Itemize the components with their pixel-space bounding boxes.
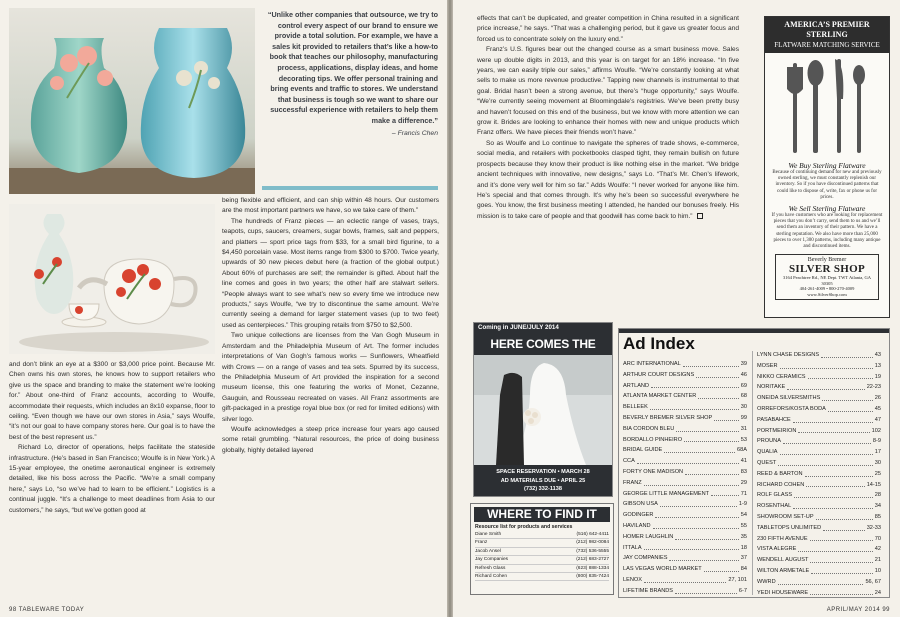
advertiser-name: TABLETOPS UNLIMITED	[757, 524, 822, 531]
advertiser-name: ARTHUR COURT DESIGNS	[623, 371, 695, 378]
leader-dots	[650, 402, 739, 410]
brand-name: Beverly Bremer	[807, 257, 847, 264]
ad-index	[618, 328, 890, 598]
bride-ad-kicker: Coming in JUNE/JULY 2014	[474, 323, 612, 333]
advertiser-page: 70	[874, 535, 881, 542]
ad-index-entry	[623, 359, 747, 370]
leader-dots	[685, 467, 739, 475]
advertiser-page: 29	[740, 479, 747, 486]
advertiser-name: LAS VEGAS WORLD MARKET	[623, 566, 702, 573]
advertiser-name: LENOX	[623, 576, 642, 583]
resource-name: Richard Cohen	[475, 574, 507, 580]
advertiser-page: 69	[740, 382, 747, 389]
advertiser-page: 83	[740, 468, 747, 475]
ad-index-entry	[757, 523, 881, 534]
pull-quote-rule	[262, 186, 438, 190]
advertiser-name: RICHARD COHEN	[757, 481, 805, 488]
ad-index-entry	[757, 447, 881, 458]
bride-ad-phone: (732) 332-1138	[524, 486, 562, 492]
ad-index-entry	[623, 424, 747, 435]
ad-index-entry	[623, 543, 747, 554]
advertiser-name: GIBSON USA	[623, 501, 658, 508]
advertiser-page: 30	[740, 404, 747, 411]
leader-dots	[821, 350, 873, 358]
ad-index-entry	[757, 577, 881, 588]
leader-dots	[683, 359, 739, 367]
leader-dots	[787, 382, 865, 390]
paragraph: Woulfe acknowledges a steep price increase four years ago caused some retail grumbling. “Natural resources, the price of doing business globally, highly detailed layered	[222, 425, 439, 454]
ad-index-entry	[757, 534, 881, 545]
ad-index-entry	[623, 381, 747, 392]
advertiser-page: 25	[874, 470, 881, 477]
advertiser-name: BIA CORDON BLEU	[623, 425, 675, 432]
ad-index-column-2	[757, 350, 881, 598]
leader-dots	[704, 564, 739, 572]
leader-dots	[664, 445, 735, 453]
teaset-illustration	[9, 204, 215, 354]
ad-index-entry	[623, 564, 747, 575]
advertiser-page: 26	[874, 395, 881, 402]
ad-index-entry	[623, 413, 747, 424]
ad-index-entry	[623, 402, 747, 413]
brand-address: 3164 Peachtree Rd., NE Dept. TWT Atlanta, GA 30305	[783, 275, 871, 286]
leader-dots	[810, 555, 872, 563]
paragraph: being flexible and efficient, and can ship within 48 hours. Our customers are the most important partners we have, so we take care of them.”	[222, 197, 439, 215]
ad-index-entry	[623, 575, 747, 586]
ad-index-entry	[757, 469, 881, 480]
left-page	[0, 0, 447, 617]
paragraph-text: So as Woulfe and Lo continue to navigate the spheres of trade shows, e-commerce, social media, and retailers with pocketbooks clasped tight, they remain bullish on future prospects because they know their product is like nothing else in the market. “We bridge ancient techniques with innovative, new designs,” says Lo. “That’s Mr. Chen’s lifework, and it’s done very well for him so far.” Adds Woulfe: “I never worked for anyone like him. He’s special and that comes through. It’s why he’s been so successful everywhere he goes. You know, the first business meeting I attended, he handed our bonuses freely. His mission is to take care of people and that goodwill has come back to him.”	[477, 139, 739, 220]
advertiser-name: 230 FIFTH AVENUE	[757, 535, 808, 542]
resource-phone: (800) 835-7424	[576, 574, 609, 580]
resource-phone: (212) 683-2727	[576, 557, 609, 563]
silver-ad-header	[765, 17, 889, 53]
leader-dots	[806, 480, 864, 488]
leader-dots	[798, 544, 872, 552]
advertiser-name: ATLANTA MARKET CENTER	[623, 393, 697, 400]
pull-quote-text: “Unlike other companies that outsource, we try to control every aspect of our brand to ensure we provide a total solution. For example, we have a sales kit provided to retailers that’s like a how-to book that teaches our philosophy, manufacturing process, applications, display ideas, and home decorating tips. We offer personal training and bring events and traffic to stores. We understand that business is tough so we want to share our successful experience with retailers to help them make a difference.”	[267, 10, 438, 125]
advertiser-name: BORDALLO PINHEIRO	[623, 436, 683, 443]
ad-index-entry	[757, 544, 881, 555]
ad-index-entry	[757, 426, 881, 437]
end-mark-icon	[697, 213, 703, 219]
advertiser-page: 18	[740, 544, 747, 551]
ad-index-entry	[623, 489, 747, 500]
leader-dots	[675, 532, 738, 540]
resource-name: Jacob Ansel	[475, 548, 501, 554]
advertiser-name: CCA	[623, 458, 635, 465]
advertiser-page: 22-23	[866, 384, 881, 391]
leader-dots	[828, 404, 873, 412]
advertiser-name: ORREFORS/KOSTA BODA	[757, 405, 826, 412]
advertiser-page: 68	[740, 393, 747, 400]
paragraph: Franz’s U.S. figures bear out the changed course as a smart business move. Sales were up double digits in 2013, and this year is on target for an 18% increase. “In five years, we can easily triple our sales,” affirms Woulfe. “We’re constantly looking at what sells to make us more revenue productive.” Tapping new channels is instrumental to that goal. Bridal hasn’t been a strong avenue, but there’s “huge opportunity,” says Woulfe. “We’re currently seeing movement at Bloomingdale’s registries. We’ve been pretty busy and haven’t focused on this end of the business, but we know with more attention we can grow it. Brides are looking to enhance their homes with new and unique products which Franz offers. We have pieces their friends won’t have.”	[477, 46, 739, 137]
ad-index-top-bar	[619, 329, 889, 333]
leader-dots	[778, 577, 864, 585]
materials-due: AD MATERIALS DUE • APRIL 25	[500, 477, 586, 484]
leader-dots	[684, 435, 739, 443]
leader-dots	[669, 553, 738, 561]
advertiser-page: 37	[740, 555, 747, 562]
ad-index-entry	[757, 382, 881, 393]
advertiser-name: FORTY ONE MADISON	[623, 468, 684, 475]
advertiser-name: LIFETIME BRANDS	[623, 587, 674, 594]
advertiser-name: WENDELL AUGUST	[757, 557, 809, 564]
ad-index-entry	[623, 586, 747, 597]
leader-dots	[793, 501, 873, 509]
advertiser-name: ARC INTERNATIONAL	[623, 361, 681, 367]
leader-dots	[655, 510, 738, 518]
advertiser-name: NIKKO CERAMICS	[757, 373, 806, 380]
ad-index-entry	[757, 404, 881, 415]
leader-dots	[676, 424, 738, 432]
ad-index-entry	[623, 370, 747, 381]
advertiser-page: 39	[740, 361, 747, 367]
advertiser-page: 85	[874, 513, 881, 520]
resource-phone: (623) 888-1334	[576, 565, 609, 571]
advertiser-page: 19	[874, 373, 881, 380]
advertiser-page: 42	[874, 546, 881, 553]
advertiser-name: WWRD	[757, 578, 776, 585]
leader-dots	[644, 543, 739, 551]
advertiser-page: 53	[740, 436, 747, 443]
leader-dots	[798, 426, 869, 434]
advertiser-page: 28	[874, 492, 881, 499]
where-to-find-it	[470, 503, 614, 595]
brand-website: www.SilverShop.com	[807, 291, 847, 297]
ad-index-entry	[623, 532, 747, 543]
advertiser-page: 27, 101	[728, 576, 747, 583]
space-reservation: SPACE RESERVATION • MARCH 28	[496, 469, 590, 475]
advertiser-page: 102	[871, 427, 881, 434]
advertiser-name: GEORGE LITTLE MANAGEMENT	[623, 490, 710, 497]
ad-index-entry	[623, 499, 747, 510]
advertiser-page: 54	[740, 512, 747, 519]
advertiser-name: JAY COMPANIES	[623, 555, 668, 562]
advertiser-name: BRIDAL GUIDE	[623, 447, 663, 454]
paragraph: Two unique collections are licenses from the Van Gogh Museum in Amsterdam and the Philadelphia Museum of Art. The former includes interpretations of Van Gogh’s famous works — Sunflowers, Wheatfield with Crows — on a range of vases and tea sets. Spurred by its success, the Philadelphia Museum of Art provided the inspiration for a second museum license, this one featuring the works of Monet, Cezanne, Gauguin, and Rousseau recreated on vases. All Franz assortments are gift-packaged in a prestige royal blue box (or red for limited editions) with silver logo.	[222, 332, 439, 423]
leader-dots	[644, 478, 739, 486]
paragraph: The hundreds of Franz pieces — an eclectic range of vases, trays, teapots, cups, saucers, creamers, sugar bowls, frames, salt and peppers, and platters — sport price tags from $33, for a small bird figurine, to a $4,450 porcelain vase. Most items range from $300 to $700. Twice yearly, upwards of 30 new pieces debut here (a fraction of the global output.) About 60% of purchases are self; the remainder is gifted. About half the line comes and goes in two years; the other half are stalwart sellers. “People always want to see what’s new so every time we introduce new products,” says Woulfe, “we try to discontinue the same amount. We’re currently seeing a demand for larger statement vases (up to two feet) used as centerpieces.” This grouping retails from $750 to $2,500.	[222, 217, 439, 329]
ad-index-entry	[623, 391, 747, 402]
advertiser-page: 45	[874, 405, 881, 412]
advertiser-page: 24	[874, 589, 881, 596]
ad-index-entry	[623, 456, 747, 467]
bride-issue-ad	[473, 322, 613, 497]
advertiser-page: 34	[874, 503, 881, 510]
advertiser-name: QUALIA	[757, 449, 778, 456]
advertiser-page: 46	[740, 371, 747, 378]
leader-dots	[644, 575, 726, 583]
resource-name: Diane Smith	[475, 532, 502, 537]
leader-dots	[660, 499, 737, 507]
advertiser-name: BELLEEK	[623, 404, 648, 411]
advertiser-name: PASABAHCE	[757, 416, 791, 423]
resource-phone: (212) 982-0084	[576, 540, 609, 546]
vases-photo	[9, 8, 255, 194]
leader-dots	[711, 489, 739, 497]
list-item	[475, 556, 609, 564]
list-item	[475, 539, 609, 547]
list-item	[475, 548, 609, 556]
advertiser-page: 41	[740, 458, 747, 465]
ad-index-entry	[757, 372, 881, 383]
advertiser-page: 55	[740, 522, 747, 529]
advertiser-name: HOMER LAUGHLIN	[623, 533, 674, 540]
silver-shop-ad	[764, 16, 890, 318]
ad-index-entry	[757, 436, 881, 447]
leader-dots	[793, 415, 873, 423]
advertiser-name: GODINGER	[623, 512, 654, 519]
leader-dots	[637, 456, 739, 464]
leader-dots	[698, 391, 738, 399]
pull-quote-attribution: – Francis Chen	[391, 129, 438, 137]
advertiser-name: ARTLAND	[623, 382, 650, 389]
where-title: WHERE TO FIND IT	[474, 507, 610, 522]
ad-index-entry	[757, 480, 881, 491]
ad-index-entry	[757, 512, 881, 523]
ad-index-column-1	[623, 359, 747, 597]
resource-name: Refresh Glass	[475, 565, 506, 571]
advertiser-name: NORITAKE	[757, 384, 786, 391]
advertiser-page: 17	[874, 449, 881, 456]
advertiser-page: 32-33	[866, 524, 881, 531]
folio-right: APRIL/MAY 2014 99	[826, 607, 890, 613]
paragraph: Richard Lo, director of operations, helps facilitate the stateside infrastructure. (He’s based in San Francisco; Woulfe is in New York.) A 15-year employee, the onetime aeronautical engineer is extremely detailed, like his boss across the Pacific. “We’re a small company here,” says Lo, “so we’ve had to learn to be efficient.” Logistics is a continual juggle. “It’s a challenge to meet deadlines from Asia to our customers,” he says, “but we’ve gotten good at	[9, 444, 215, 514]
list-item	[475, 565, 609, 573]
ad-index-entry	[757, 393, 881, 404]
sell-text: If you have customers who are looking for replacement pieces that you don’t carry, send them to us and we’ll send them an inventory of their pattern. We have a sterling reputation. We also have more than 25,000 pieces to over 1,300 patterns, including many antique and discontinued items.	[771, 213, 883, 250]
bride-ad-details	[474, 465, 612, 497]
folio-left: 98 TABLEWARE TODAY	[9, 607, 85, 613]
advertiser-name: YEDI HOUSEWARE	[757, 589, 809, 596]
paragraph: effects that can’t be duplicated, and greater competition in China resulted in a significant price increase,” he says. “That was a challenging period, but it gave us greater focus and forced us to concentrate solely on the luxury end.”	[477, 15, 739, 43]
buy-text: Because of continuing demand for new and previously owned sterling, we must constantly replenish our inventory. So if you have discontinued patterns that could like to dispose of, write, fax or phone us for prices.	[772, 170, 882, 200]
ad-index-entry	[757, 566, 881, 577]
advertiser-page: 21	[874, 557, 881, 564]
ad-index-entry	[623, 553, 747, 564]
advertiser-page: 68A	[737, 447, 747, 454]
advertiser-name: FRANZ	[623, 479, 642, 486]
leader-dots	[783, 436, 871, 444]
advertiser-page: 84	[740, 566, 747, 573]
leader-dots	[780, 447, 873, 455]
advertiser-page: 43	[874, 352, 881, 358]
teaset-photo	[9, 204, 215, 354]
advertiser-name: PORTMEIRION	[757, 427, 797, 434]
leader-dots	[810, 588, 873, 596]
advertiser-name: WILTON ARMETALE	[757, 567, 810, 574]
ad-index-entry	[623, 445, 747, 456]
list-item	[475, 531, 609, 539]
ad-index-divider	[752, 351, 753, 595]
flatware-icon	[765, 53, 889, 161]
ad-index-entry	[757, 458, 881, 469]
advertiser-name: ONEIDA SILVERSMITHS	[757, 395, 821, 402]
advertiser-name: ROLF GLASS	[757, 492, 793, 499]
list-item	[475, 573, 609, 581]
ad-index-entry	[757, 490, 881, 501]
leader-dots	[808, 372, 873, 380]
article-column-2	[222, 196, 439, 606]
advertiser-name: HAVILAND	[623, 522, 651, 529]
ad-index-entry	[757, 588, 881, 599]
sell-section	[765, 204, 889, 250]
bride-ad-headline: HERE COMES THE	[474, 333, 612, 355]
leader-dots	[780, 361, 873, 369]
leader-dots	[810, 534, 873, 542]
advertiser-page: 6-7	[738, 587, 747, 594]
advertiser-name: SHOWROOM SET-UP	[757, 513, 814, 520]
buy-title: We Buy Sterling Flatware	[788, 161, 866, 170]
paragraph	[477, 139, 739, 222]
silver-shop-logo	[775, 254, 879, 300]
leader-dots	[805, 469, 873, 477]
pull-quote	[262, 10, 438, 186]
advertiser-name: MOSER	[757, 362, 778, 369]
where-subtitle: Resource list for products and services	[475, 524, 573, 530]
advertiser-page: 1-9	[738, 501, 747, 508]
resource-name: Franz	[475, 540, 488, 546]
advertiser-name: BEVERLY BREMER SILVER SHOP	[623, 414, 713, 421]
article-column-1	[9, 360, 215, 605]
advertiser-name: VISTA ALEGRE	[757, 546, 797, 553]
leader-dots	[822, 393, 872, 401]
advertiser-page: 71	[740, 490, 747, 497]
leader-dots	[816, 512, 873, 520]
advertiser-name: LYNN CHASE DESIGNS	[757, 352, 820, 358]
advertiser-page: 99	[740, 414, 747, 421]
advertiser-page: 8-9	[872, 438, 881, 445]
ad-index-entry	[757, 350, 881, 361]
resource-phone: (516) 642-4411	[576, 532, 609, 537]
advertiser-name: QUEST	[757, 459, 777, 466]
brand-wordmark: SILVER SHOP	[789, 263, 865, 276]
ad-index-entry	[757, 415, 881, 426]
ad-index-entry	[757, 555, 881, 566]
silver-ad-subheadline: FLATWARE MATCHING SERVICE	[774, 41, 880, 49]
ad-index-entry	[623, 478, 747, 489]
leader-dots	[794, 490, 873, 498]
paragraph: and don’t blink an eye at a $300 or $3,000 price point. Because Mr. Chen owns his own stores, he knows how to support retailers who give us the space and branding to make the statement we’re looking for.” About one-third of Franz accounts, according to Woulfe, accommodate their requests, which includes an 8x10 expanse, floor to ceiling. “Even though we have our own stores in Asia,” says Woulfe, “it’s not our goal to have company stores here. Our goal is to have the best of the best represent us.”	[9, 361, 215, 441]
advertiser-page: 30	[874, 459, 881, 466]
silver-ad-headline: AMERICA’S PREMIER STERLING	[784, 20, 870, 39]
ad-index-entry	[623, 435, 747, 446]
leader-dots	[778, 458, 872, 466]
advertiser-page: 56, 67	[865, 578, 881, 585]
leader-dots	[811, 566, 873, 574]
resource-name: Jay Companies	[475, 557, 509, 563]
advertiser-page: 14-15	[866, 481, 881, 488]
advertiser-page: 47	[874, 416, 881, 423]
advertiser-page: 10	[874, 567, 881, 574]
advertiser-page: 31	[740, 425, 747, 432]
advertiser-name: ROSENTHAL	[757, 503, 792, 510]
vases-illustration	[9, 8, 255, 194]
leader-dots	[653, 521, 739, 529]
advertiser-page: 13	[874, 362, 881, 369]
ad-index-entry	[757, 501, 881, 512]
leader-dots	[651, 381, 739, 389]
leader-dots	[823, 523, 865, 531]
brand-phone: 404-261-4009 • 800-270-4009	[799, 286, 855, 292]
leader-dots	[675, 586, 737, 594]
ad-index-entry	[623, 510, 747, 521]
buy-section	[765, 161, 889, 201]
ad-index-entry	[757, 361, 881, 372]
ad-index-entry	[623, 521, 747, 532]
leader-dots	[714, 413, 739, 421]
advertiser-name: ITTALA	[623, 544, 642, 551]
advertiser-name: PROUNA	[757, 438, 781, 445]
ad-index-entry	[623, 467, 747, 478]
advertiser-page: 35	[740, 533, 747, 540]
leader-dots	[696, 370, 739, 378]
advertiser-name: REED & BARTON	[757, 470, 803, 477]
bride-photo	[474, 355, 612, 465]
sell-title: We Sell Sterling Flatware	[788, 204, 866, 214]
resource-phone: (732) 536-5555	[576, 548, 609, 554]
article-column-3	[477, 14, 739, 314]
ad-index-title: Ad Index	[623, 334, 695, 353]
